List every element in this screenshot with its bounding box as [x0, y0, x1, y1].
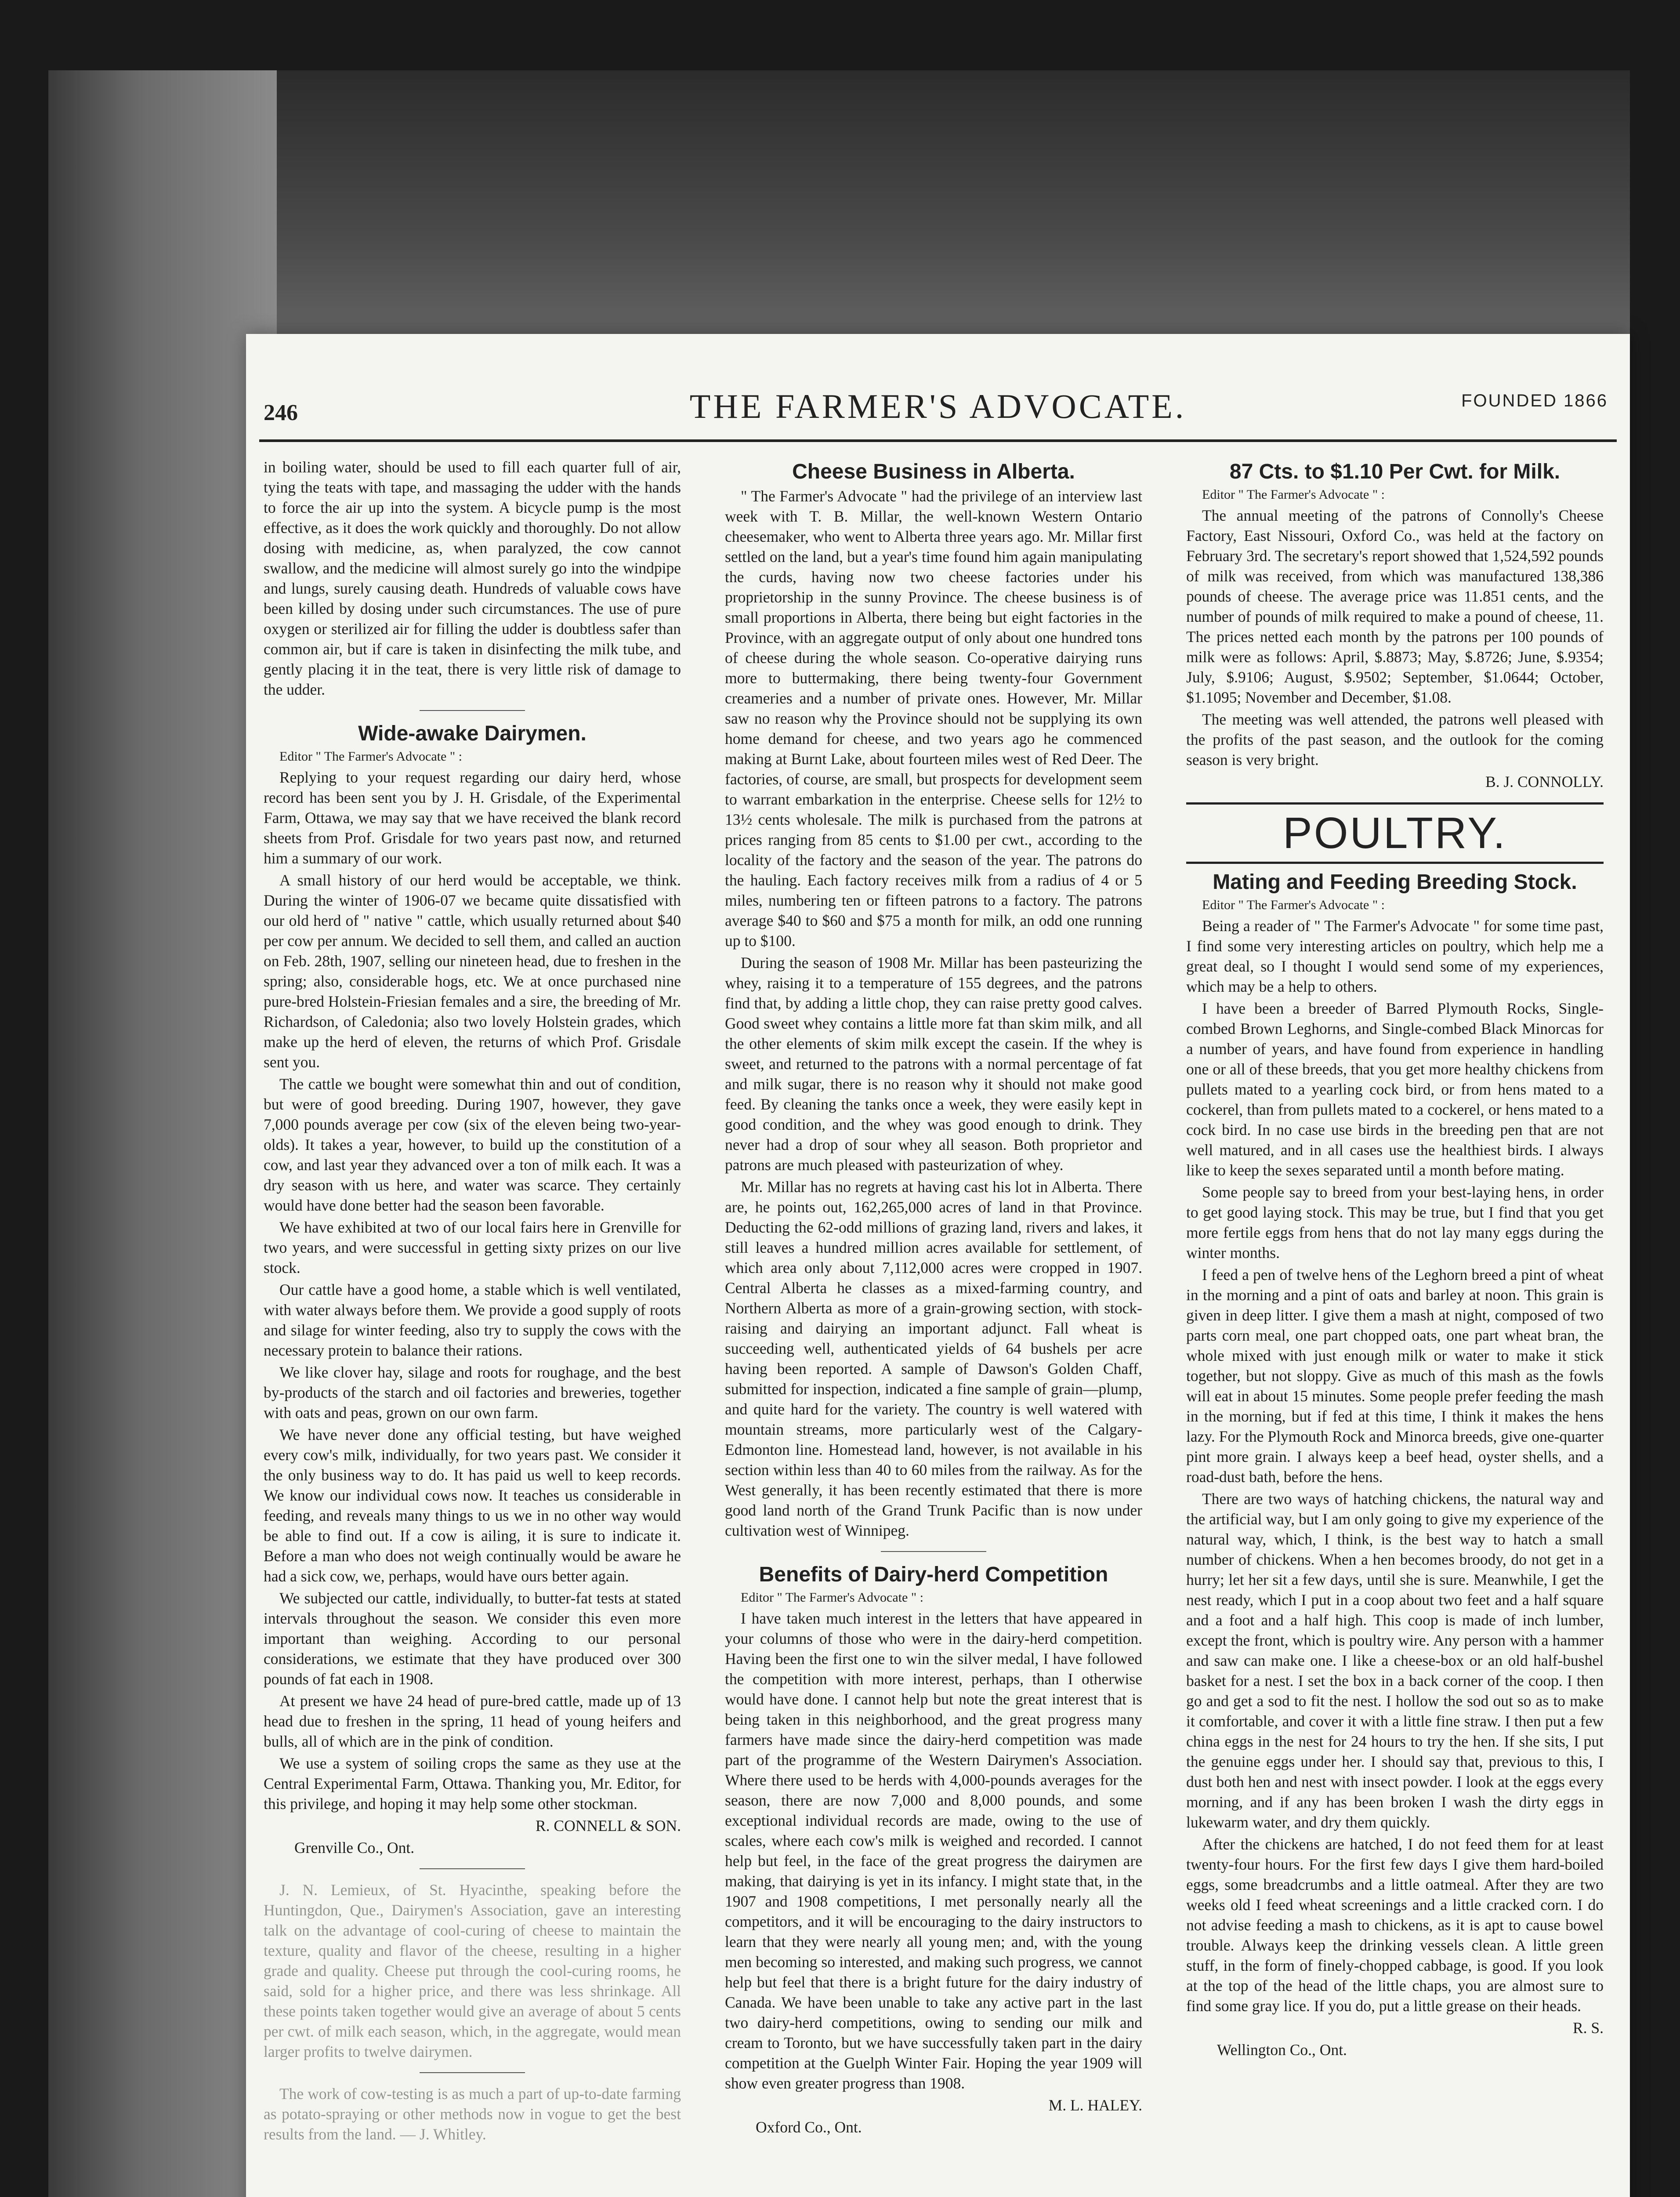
- section-banner-poultry: [1186, 802, 1604, 864]
- section-divider: [881, 1551, 986, 1552]
- editor-line: Editor " The Farmer's Advocate " :: [279, 749, 462, 764]
- article-paragraph: Being a reader of " The Farmer's Advocate " for some time past, I find some very interesting articles on poultry, which help me a great deal, so I thought I would send some of my experiences, which may be a help to others.: [1186, 917, 1604, 995]
- article-paragraph: The meeting was well attended, the patrons well pleased with the profits of the past season, and the outlook for the coming season is very bright.: [1186, 711, 1604, 769]
- article-paragraph: Some people say to breed from your best-laying hens, in order to get good laying stock. This may be true, but I find that you get more fertile eggs from hens that do not lay many eggs during the winter months.: [1186, 1183, 1604, 1262]
- article-heading-milk: 87 Cts. to $1.10 Per Cwt. for Milk.: [1229, 460, 1561, 483]
- article-paragraph: Our cattle have a good home, a stable which is well ventilated, with water always before them. We provide a good supply of roots and silage for winter feeding, also try to supply the cows with the necessary protein to balance their rations.: [264, 1281, 681, 1359]
- editor-line: Editor " The Farmer's Advocate " :: [1202, 898, 1385, 912]
- article-paragraph: During the season of 1908 Mr. Millar has been pasteurizing the whey, raising it to a temperature of 155 degrees, and the patrons find that, by adding a little chop, they can raise pretty good calves. Good sweet whey contains a little more fat than skim milk, and all the other elements of skim milk except the casein. If the whey is sweet, and returned to the patrons with a normal percentage of fat and milk sugar, there is no reason why it should not make good feed. By cleaning the tanks once a week, they were easily kept in good condition, and the whey was good enough to drink. They never had a drop of sour whey all season. Both proprietor and patrons are much pleased with pasteurization of whey.: [725, 954, 1142, 1174]
- editor-line: Editor " The Farmer's Advocate " :: [741, 1590, 923, 1605]
- article-heading-benefits: Benefits of Dairy-herd Competition: [759, 1563, 1108, 1586]
- article-place: Wellington Co., Ont.: [1217, 2041, 1347, 2059]
- column-2: [725, 457, 1142, 2139]
- article-paragraph: There are two ways of hatching chickens, the natural way and the artificial way, but I am only going to give my experience of the natural way, which, I think, is the best way to hatch a small number of chickens. When a hen becomes broody, do not get in a hurry; let her sit a few days, until she is sure. Meanwhile, I get the nest ready, which I put in a coop about two feet and a half square and a foot and a half high. This coop is made of inch lumber, except the front, which is poultry wire. Any person with a hammer and saw can make one. I like a cheese-box or an old half-bushel basket for a nest. I set the box in a back corner of the coop. I then go and get a sod to fit the nest. I hollow the sod out so as to make it comfortable, and cover it with a little fine straw. I then put a few china eggs in the nest for 24 hours to try the hen. If she sits, I put the genuine eggs under her. I should say that, previous to this, I dust both hen and nest with insect powder. I look at the eggs every morning, and if any has been broken I wash the dirty eggs in lukewarm water, and dry them quickly.: [1186, 1490, 1604, 1831]
- article-paragraph: We like clover hay, silage and roots for roughage, and the best by-products of the starch and oil factories and breweries, together with oats and peas, grown on our own farm.: [264, 1363, 681, 1421]
- article-place: Oxford Co., Ont.: [756, 2118, 862, 2136]
- newspaper-page: [246, 334, 1630, 2197]
- section-divider: [420, 710, 525, 711]
- cow-testing-paragraph: The work of cow-testing is as much a part of up-to-date farming as potato-spraying or other methods now in vogue to get the best results from the land. — J. Whitley.: [264, 2085, 681, 2143]
- article-paragraph: We have exhibited at two of our local fairs here in Grenville for two years, and were successful in getting sixty prizes on our live stock.: [264, 1218, 681, 1276]
- section-divider: [420, 2072, 525, 2073]
- article-paragraph: We have never done any official testing, but have weighed every cow's milk, individually, for two years past. We consider it the only business way to do. It has paid us well to keep records. We know our individual cows now. It teaches us considerable in feeding, and reveals many things to us we in no other way would be able to find out. If a cow is ailing, it is sure to indicate it. Before a man who does not weigh continually would be aware he had a sick cow, we, perhaps, would have ours better again.: [264, 1426, 681, 1585]
- column-1: [264, 457, 681, 2146]
- article-paragraph: We use a system of soiling crops the same as they use at the Central Experimental Farm, Ottawa. Thanking you, Mr. Editor, for this privilege, and hoping it may help some other stockman.: [264, 1755, 681, 1813]
- article-heading-mating: Mating and Feeding Breeding Stock.: [1213, 870, 1577, 894]
- article-paragraph: I have been a breeder of Barred Plymouth Rocks, Single-combed Brown Leghorns, and Single-combed Black Minorcas for a number of years, and have found from experience in handling one or all of these breeds, that you get more healthy chickens from pullets mated to a yearling cock bird, or from hens mated to a cockerel, than from pullets mated to a cockerel, or hens mated to a cock bird. In no case use birds in the breeding pen that are not well matured, and in all cases use the healthiest birds. I always like to keep the sexes separated until a month before mating.: [1186, 1000, 1604, 1179]
- section-divider: [420, 1868, 525, 1869]
- article-paragraph: Replying to your request regarding our dairy herd, whose record has been sent you by J. H. Grisdale, of the Experimental Farm, Ottawa, we may say that we have received the blank record sheets from Prof. Grisdale for two years past now, and returned him a summary of our work.: [264, 769, 681, 867]
- article-paragraph: " The Farmer's Advocate " had the privilege of an interview last week with T. B. Millar, the well-known Western Ontario cheesemaker, who went to Alberta three years ago. Mr. Millar first settled on the land, but a year's time found him again manipulating the curds, having now two cheese factories under his proprietorship in the sunny Province. The cheese business is of small proportions in Alberta, there being but eight factories in the Province, with an aggregate output of only about one hundred tons of cheese during the whole season. Co-operative dairying runs more to buttermaking, there being twenty-four Government creameries and a number of private ones. However, Mr. Millar saw no reason why the Province should not be supplying its own home demand for cheese, and two years ago he commenced making at Burnt Lake, about fourteen miles west of Red Deer. The factories, of course, are small, but prospects for development seem to warrant embarkation in the enterprise. Cheese sells for 12½ to 13½ cents wholesale. The milk is purchased from the patrons at prices ranging from 85 cents to $1.00 per cwt., according to the locality of the factory and the season of the year. The patrons do the hauling. Each factory receives milk from a radius of 4 or 5 miles, numbering ten or fifteen patrons to a factory. The patrons average $40 to $60 and $75 a month for milk, an odd one running up to $100.: [725, 487, 1142, 950]
- article-paragraph: At present we have 24 head of pure-bred cattle, made up of 13 head due to freshen in the spring, 11 head of young heifers and bulls, all of which are in the pink of condition.: [264, 1692, 681, 1750]
- article-paragraph: A small history of our herd would be acceptable, we think. During the winter of 1906-07 we became quite dissatisfied with our old herd of " native " cattle, which usually returned about $40 per cow per annum. We decided to sell them, and called an auction on Feb. 28th, 1907, selling our nineteen head, due to freshen in the spring; also, considerable hogs, etc. We at once purchased nine pure-bred Holstein-Friesian females and a sire, the breeding of Mr. Richardson, of Caledonia; also two lovely Holstein grades, which make up the herd of eleven, the returns of which Prof. Grisdale sent you.: [264, 871, 681, 1071]
- scan-background-top: [48, 70, 1630, 352]
- article-heading-wide-awake: Wide-awake Dairymen.: [358, 722, 587, 745]
- article-paragraph: I have taken much interest in the letters that have appeared in your columns of those who were in the dairy-herd competition. Having been the first one to win the silver medal, I have followed the competition with more interest, perhaps, than I otherwise would have done. I cannot help but note the great interest that is being taken in this neighborhood, and the great progress many farmers have made since the dairy-herd competition was made part of the programme of the Western Dairymen's Association. Where there used to be herds with 4,000-pounds averages for the season, there are now 7,000 and 8,000 pounds, and some exceptional individual records are made, owing to the use of scales, where each cow's milk is weighed and recorded. I cannot help but feel, in the face of the great progress the dairymen are making, that dairying is yet in its infancy. I might state that, in the 1907 and 1908 competitions, I met personally nearly all the competitors, and it will be encouraging to the dairy instructors to learn that they were nearly all young men; and, with the young men becoming so interested, and making such progress, we cannot help but feel that there is a bright future for the dairy industry of Canada. We have been unable to take any active part in the last two dairy-herd competitions, owing to sending our milk and cream to Toronto, but we have successfully taken part in the dairy competition at the Guelph Winter Fair. Hoping the year 1909 will show even greater progress than 1908.: [725, 1610, 1142, 2092]
- article-paragraph: We subjected our cattle, individually, to butter-fat tests at stated intervals throughout the season. We consider this even more important than weighing. According to our personal considerations, we estimate that they have produced over 300 pounds of fat each in 1908.: [264, 1589, 681, 1688]
- article-paragraph: The annual meeting of the patrons of Connolly's Cheese Factory, East Nissouri, Oxford Co., was held at the factory on February 3rd. The secretary's report showed that 1,524,592 pounds of milk was received, from which was manufactured 138,386 pounds of cheese. The average price was 11.851 cents, and the number of pounds of milk required to make a pound of cheese, 11. The prices netted each month by the patrons per 100 pounds of milk were as follows: April, $.8873; May, $.8726; June, $.9354; July, $.9106; August, $.9502; September, $1.0644; October, $1.1095; November and December, $1.08.: [1186, 507, 1604, 706]
- article-signature: M. L. HALEY.: [1048, 2096, 1142, 2114]
- article-place: Grenville Co., Ont.: [294, 1839, 415, 1856]
- article-signature: R. S.: [1572, 2019, 1604, 2037]
- page-number: 246: [264, 400, 298, 425]
- lemieux-paragraph: J. N. Lemieux, of St. Hyacinthe, speaking before the Huntingdon, Que., Dairymen's Association, gave an interesting talk on the advantage of cool-curing of cheese to maintain the texture, quality and flavor of the cheese, resulting in a higher grade and quality. Cheese put through the cool-curing rooms, he said, sold for a higher price, and there was less shrinkage. All these points taken together would give an average of about 5 cents per cwt. of milk each season, which, in the aggregate, would mean larger profits to twelve dairymen.: [264, 1881, 681, 2060]
- editor-line: Editor " The Farmer's Advocate " :: [1202, 487, 1385, 502]
- section-banner-title: POULTRY.: [1283, 808, 1507, 858]
- masthead-rule: [259, 439, 1617, 442]
- article-heading-cheese: Cheese Business in Alberta.: [792, 460, 1075, 483]
- intro-paragraph: in boiling water, should be used to fill each quarter full of air, tying the teats with tape, and massaging the udder with the hands to force the air up into the system. A bicycle pump is the most effective, as it does the work quickly and thoroughly. Do not allow dosing with medicine, as, when paralyzed, the cow cannot swallow, and the medicine will almost surely go into the windpipe and lungs, surely causing death. Hundreds of valuable cows have been killed by dosing under such circumstances. The use of pure oxygen or sterilized air for filling the udder is doubtless safer than common air, but if care is taken in disinfecting the milk tube, and gently placing it in the teat, there is very little risk of damage to the udder.: [264, 458, 681, 698]
- founded-note: FOUNDED 1866: [1461, 391, 1608, 410]
- masthead-title: THE FARMER'S ADVOCATE.: [689, 387, 1187, 425]
- article-signature: B. J. CONNOLLY.: [1485, 773, 1604, 790]
- article-paragraph: Mr. Millar has no regrets at having cast his lot in Alberta. There are, he points out, 162,265,000 acres of land in that Province. Deducting the 62-odd millions of grazing land, rivers and lakes, it still leaves a hundred million acres available for settlement, of which area only about 7,112,000 acres were cropped in 1907. Central Alberta he classes as a mixed-farming country, and Northern Alberta as more of a grain-growing section, with stock-raising and dairying an important adjunct. Fall wheat is succeeding well, authenticated yields of 64 bushels per acre having been reported. A sample of Dawson's Golden Chaff, submitted for inspection, indicated a fine sample of grain—plump, and quite hard for the variety. The country is well watered with mountain streams, more particularly west of the Calgary-Edmonton line. Homestead land, however, is not available in his section within less than 40 to 60 miles from the railway. As for the West generally, it has been recently estimated that there is more good land north of the Grand Trunk Pacific than is now under cultivation west of Winnipeg.: [725, 1178, 1142, 1539]
- scan-background-left: [48, 70, 277, 2197]
- article-paragraph: I feed a pen of twelve hens of the Leghorn breed a pint of wheat in the morning and a pint of oats and barley at noon. This grain is given in deep litter. I give them a mash at night, composed of two parts corn meal, one part chopped oats, one part wheat bran, the whole mixed with just enough milk or water to make it stick together, but not sloppy. Give as much of this mash as the fowls will eat in about 15 minutes. Some people prefer feeding the mash in the morning, but if fed at this time, I think it makes the hens lazy. For the Plymouth Rock and Minorca breeds, give one-quarter pint more grain. I always keep a beef head, oyster shells, and a road-dust bath, before the hens.: [1186, 1266, 1604, 1486]
- article-paragraph: After the chickens are hatched, I do not feed them for at least twenty-four hours. For the first few days I give them hard-boiled eggs, some breadcrumbs and a little oatmeal. After they are two weeks old I feed wheat screenings and a little cracked corn. I do not advise feeding a mash to chickens, as it is apt to cause bowel trouble. Always keep the drinking vessels clean. A little green stuff, in the form of finely-chopped cabbage, is good. If you look at the top of the head of the little chaps, you are almost sure to find some gray lice. If you do, put a little grease on their heads.: [1186, 1835, 1604, 2015]
- column-3: [1186, 457, 1604, 2062]
- article-paragraph: The cattle we bought were somewhat thin and out of condition, but were of good breeding. During 1907, however, they gave 7,000 pounds average per cow (six of the eleven being two-year-olds). It takes a year, however, to build up the constitution of a cow, and last year they advanced over a ton of milk each. It was a dry season with us here, and water was scarce. They certainly would have done better had the season been favorable.: [264, 1075, 681, 1214]
- article-signature: R. CONNELL & SON.: [535, 1817, 681, 1834]
